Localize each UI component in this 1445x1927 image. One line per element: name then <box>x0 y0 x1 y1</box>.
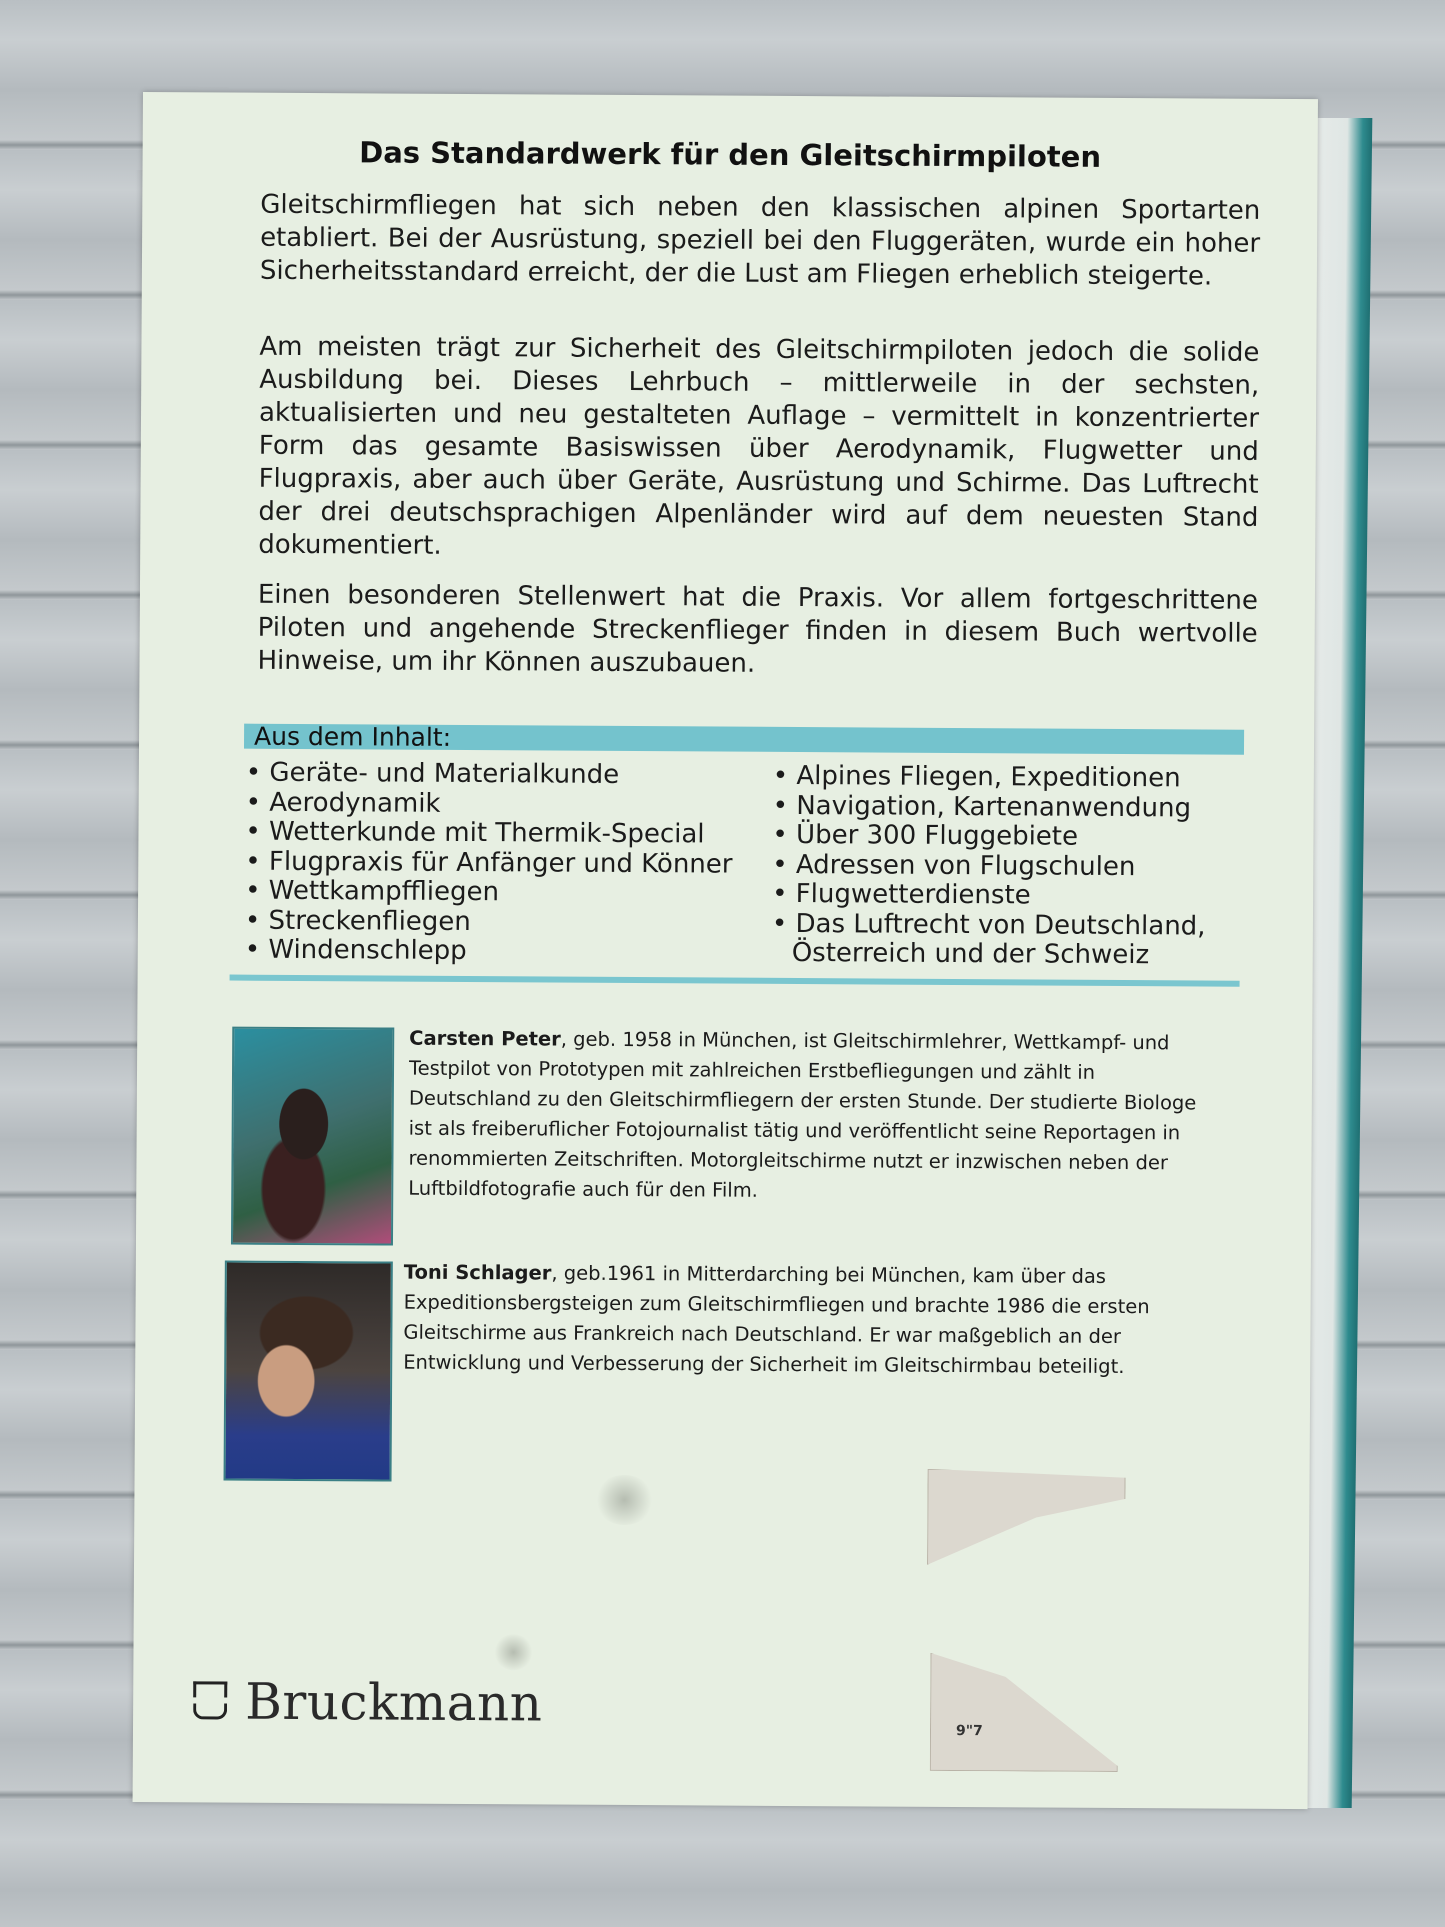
author-photo-toni-schlager <box>224 1261 393 1482</box>
list-item: • Das Luftrecht von Deutschland, <box>772 909 1206 941</box>
smudge-mark <box>594 1475 654 1525</box>
list-item: • Aerodynamik <box>246 788 733 820</box>
blurb-paragraph-3: Einen besonderen Stellenwert hat die Praxis. Vor allem fortgeschrittene Piloten und angehende Streckenflieger finden in diesem Buch wertvolle Hinweise, um ihr Können auszubauen. <box>257 579 1259 679</box>
author-bio-text: , geb.1961 in Mitterdarching bei München, kam über das Expeditionsbergsteigen zum Gleitschirmfliegen und brachte 1986 die ersten Gleitschirme aus Frankreich nach Deutschland. Er war maßgeblich an der Entwicklung und Verbesserung der Sicherheit im Gleitschirmbau beteiligt. <box>403 1261 1150 1379</box>
author-name: Toni Schlager <box>403 1260 552 1285</box>
torn-sticker-residue <box>930 1653 1119 1772</box>
publisher-logo <box>193 1672 543 1732</box>
author-bio-1 <box>408 1024 1209 1209</box>
section-divider <box>230 975 1240 987</box>
list-item: • Flugwetterdienste <box>772 880 1206 912</box>
list-item-continuation: Österreich und der Schweiz <box>791 937 1150 971</box>
publisher-name: Bruckmann <box>244 1672 543 1733</box>
list-item: • Navigation, Kartenanwendung <box>773 791 1207 823</box>
book-back-cover <box>133 92 1318 1809</box>
contents-heading: Aus dem Inhalt: <box>244 724 1244 755</box>
list-item: • Adressen von Flugschulen <box>772 850 1206 882</box>
author-bio-text: , geb. 1958 in München, ist Gleitschirmlehrer, Wettkampf- und Testpilot von Prototypen mit zahlreichen Erstbefliegungen und zählt in Deutschland zu den Gleitschirmfliegern der ersten Stunde. Der studierte Biologe ist als freiberuflicher Fotojournalist tätig und veröffentlicht seine Reportagen in renommierten Zeitschriften. Motorgleitschirme nutzt er inzwischen neben der Luftbildfotografie auch für den Film. <box>408 1027 1197 1202</box>
smudge-mark <box>493 1634 533 1670</box>
list-item: • Geräte- und Materialkunde <box>246 759 733 791</box>
publisher-mark-icon <box>193 1679 227 1723</box>
list-item: • Alpines Fliegen, Expeditionen <box>773 762 1207 794</box>
author-bio-2 <box>403 1258 1164 1383</box>
sticker-code: 9"7 <box>955 1722 983 1740</box>
list-item: • Windenschlepp <box>245 936 732 968</box>
list-item: • Wetterkunde mit Thermik-Special <box>245 818 732 850</box>
list-item: • Flugpraxis für Anfänger und Könner <box>245 847 732 879</box>
author-name: Carsten Peter <box>409 1026 561 1051</box>
blurb-paragraph-2: Am meisten trägt zur Sicherheit des Gleitschirmpiloten jedoch die solide Ausbildung bei. Dieses Lehrbuch – mittlerweile in der sechsten, aktualisierten und neu gestalteten Auflage – vermittelt in konzentrierter Form das gesamte Basiswissen über Aerodynamik, Flugwetter und Flugpraxis, aber auch über Geräte, Ausrüstung und Schirme. Das Luftrecht der drei deutschsprachigen Alpenländer wird auf dem neuesten Stand dokumentiert. <box>258 331 1260 561</box>
author-photo-carsten-peter <box>231 1027 394 1246</box>
list-item: • Streckenfliegen <box>245 906 732 938</box>
list-item: • Wettkampffliegen <box>245 877 732 909</box>
contents-list-left <box>245 759 733 968</box>
contents-list-right <box>772 762 1207 971</box>
list-item: • Über 300 Fluggebiete <box>772 821 1206 853</box>
cover-headline: Das Standardwerk für den Gleitschirmpiloten <box>359 135 1102 174</box>
blurb-paragraph-1: Gleitschirmfliegen hat sich neben den klassischen alpinen Sportarten etabliert. Bei der Ausrüstung, speziell bei den Fluggeräten, wurde ein hoher Sicherheitsstandard erreicht, der die Lust am Fliegen erheblich steigerte. <box>259 189 1261 292</box>
torn-sticker-residue <box>927 1469 1126 1566</box>
